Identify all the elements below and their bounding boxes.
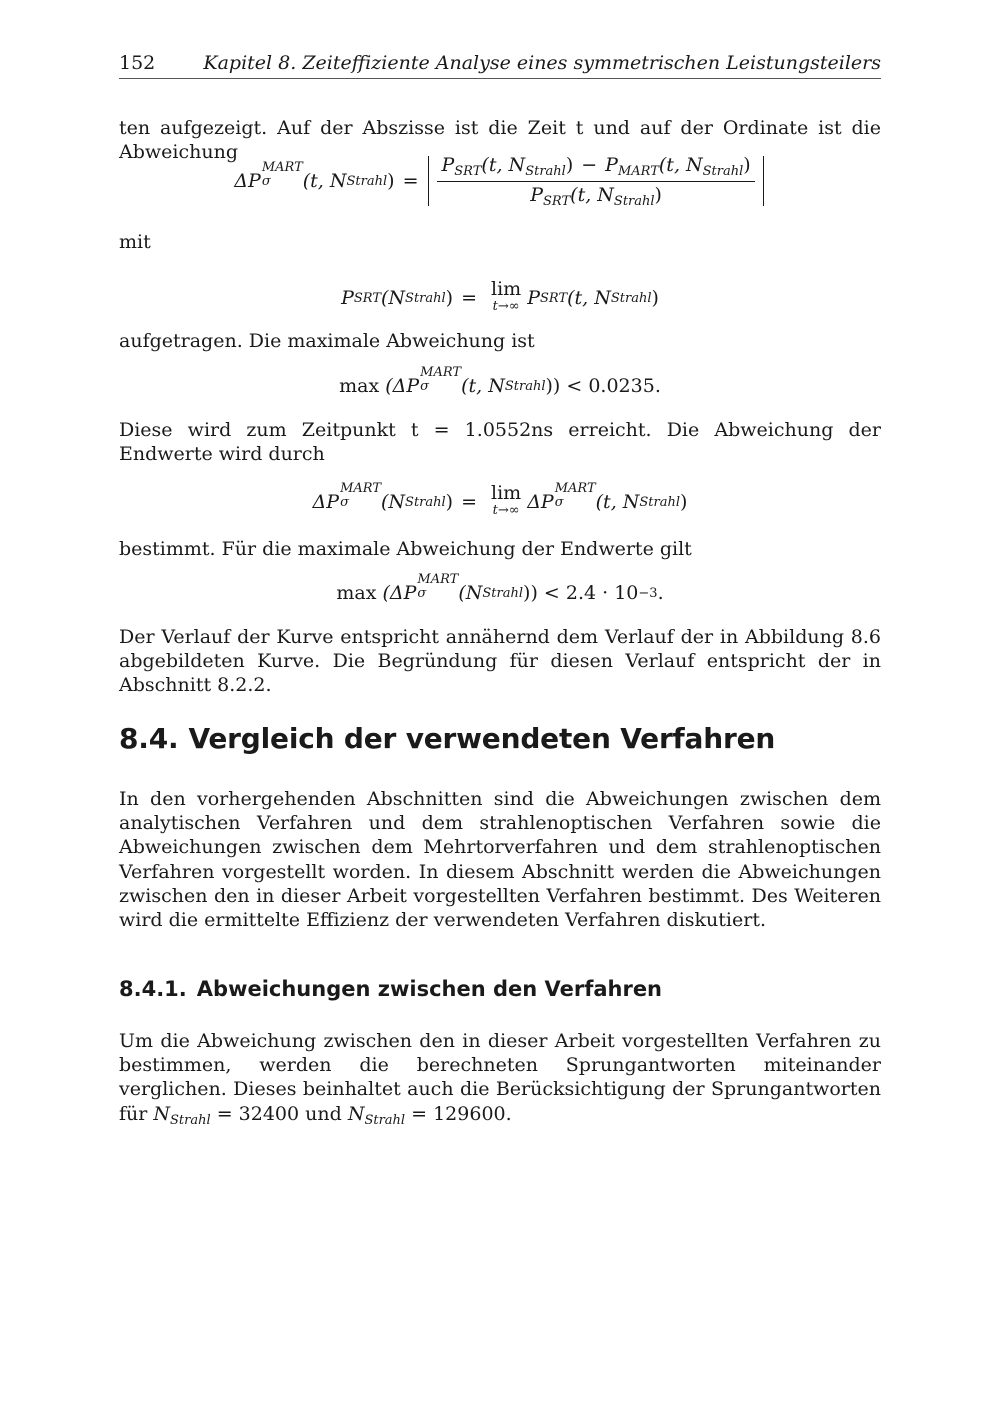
paragraph-intro: ten aufgezeigt. Auf der Abszisse ist die Zeit t und auf der Ordinate ist die Abweichung bbox=[119, 117, 881, 164]
paragraph-curve-shape: Der Verlauf der Kurve entspricht annähernd dem Verlauf der in Abbildung 8.6 abgebildeten Kurve. Die Begründung für diesen Verlauf entspricht der in Abschnitt 8.2.2. bbox=[119, 626, 881, 697]
page-number: 152 bbox=[119, 52, 156, 74]
running-title: Kapitel 8. Zeiteffiziente Analyse eines symmetrischen Leistungsteilers bbox=[203, 52, 881, 74]
subsection-heading: 8.4.1. Abweichungen zwischen den Verfahren bbox=[119, 977, 663, 1001]
paragraph-time-point: Diese wird zum Zeitpunkt t = 1.0552ns erreicht. Die Abweichung der Endwerte wird durch bbox=[119, 419, 881, 466]
equation-max-deviation: max (ΔP MART σ (t, N Strahl )) < 0.0235. bbox=[339, 365, 661, 397]
equation-deviation: ΔP MART σ (t, N Strahl ) = $\frac{P_{SRT}(t, N_{Strahl}) - P_{MART}(t, N_{Strahl})}{P_{SRT}(t, N_{Strahl})}$ bbox=[119, 152, 881, 210]
abs-bar-left bbox=[428, 156, 429, 206]
paragraph-max-deviation: aufgetragen. Die maximale Abweichung ist bbox=[119, 330, 535, 352]
equation-max-end-deviation: max (ΔP MART σ (N Strahl )) < 2.4 · 10 −3 . bbox=[336, 572, 664, 604]
abs-bar-right bbox=[763, 156, 764, 206]
running-header bbox=[119, 52, 881, 79]
paragraph-section-intro: In den vorhergehenden Abschnitten sind die Abweichungen zwischen dem analytischen Verfahren und dem strahlenoptischen Verfahren sowie die Abweichungen zwischen dem Mehrtorverfahren und dem strahlenoptischen Verfahren vorgestellt worden. In diesem Abschnitt werden die Abweichungen zwischen den in dieser Arbeit vorgestellten Verfahren bestimmt. Des Weiteren wird die ermittelte Effizienz der verwendeten Verfahren diskutiert. bbox=[119, 788, 881, 932]
section-heading: 8.4. Vergleich der verwendeten Verfahren bbox=[119, 722, 776, 755]
paragraph-comparison: Um die Abweichung zwischen den in dieser Arbeit vorgestellten Verfahren zu bestimmen, werden die berechneten Sprungantworten miteinander verglichen. Dieses beinhaltet auch die Berücksichtigung der Sprungantworten für $N_{Strahl} = 32400$ und $N_{Strahl} = 129600$. bbox=[119, 1030, 881, 1128]
text-mit: mit bbox=[119, 231, 151, 253]
fraction: $\frac{P_{SRT}(t, N_{Strahl}) - P_{MART}(t, N_{Strahl})}{P_{SRT}(t, N_{Strahl})}$ bbox=[437, 154, 754, 209]
equation-end-deviation: ΔP MART σ (N Strahl ) = lim t→∞ ΔP MART σ (t, N Strahl ) bbox=[312, 481, 688, 518]
paragraph-end-values: bestimmt. Für die maximale Abweichung der Endwerte gilt bbox=[119, 538, 692, 560]
paper-page bbox=[119, 0, 881, 1415]
equation-limit-srt: P SRT (N Strahl ) = lim t→∞ P SRT (t, N Strahl ) bbox=[341, 278, 659, 314]
